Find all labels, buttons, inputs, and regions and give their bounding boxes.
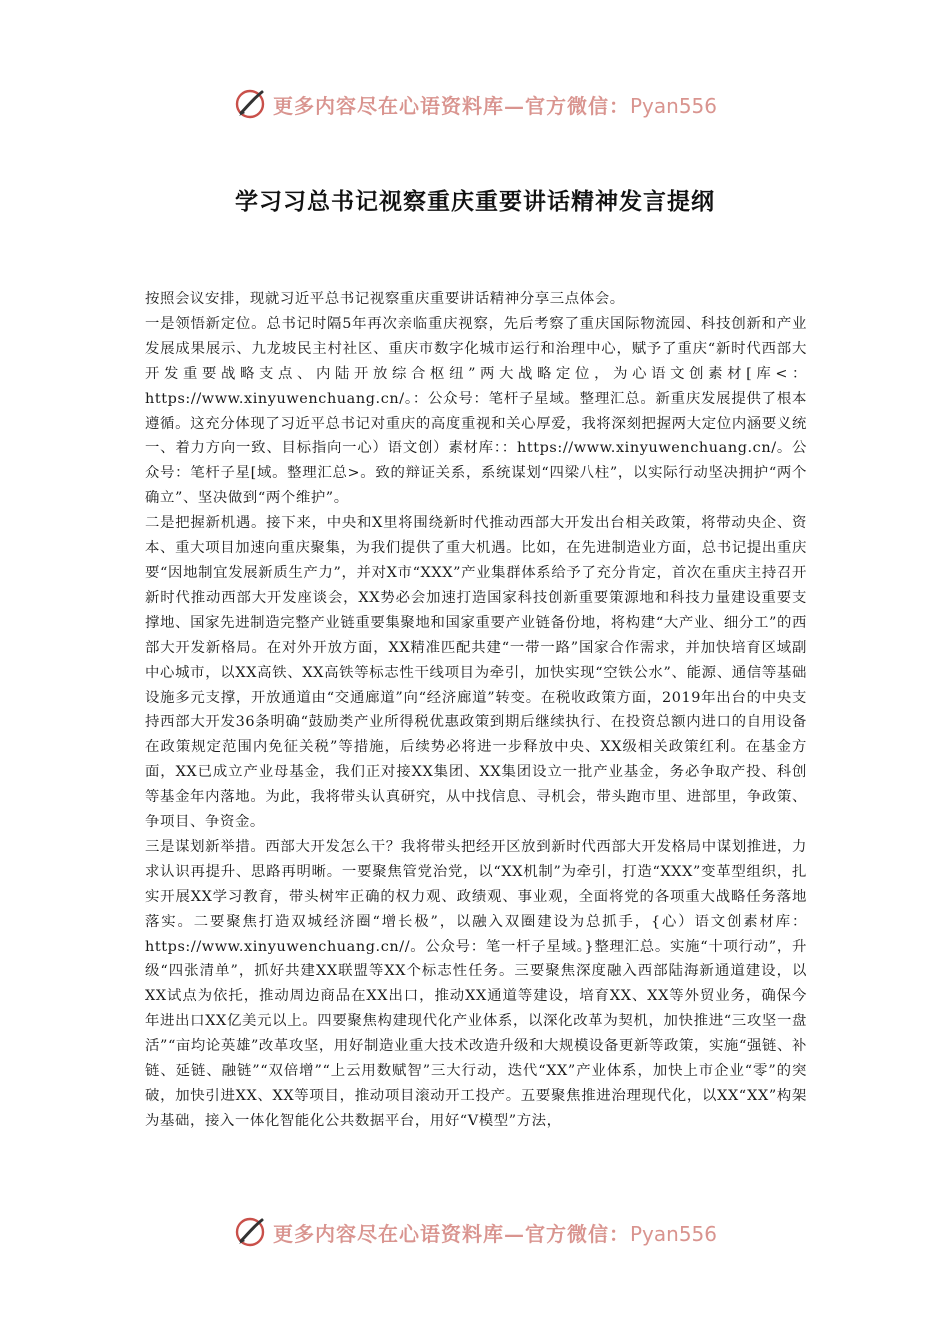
header-banner-handle: Pyan556 bbox=[629, 93, 717, 118]
footer-banner-text: 更多内容尽在心语资料库—官方微信： bbox=[272, 1221, 630, 1246]
document-title: 学习习总书记视察重庆重要讲话精神发言提纲 bbox=[235, 189, 715, 215]
paragraph-1: 一是领悟新定位。总书记时隔5年再次亲临重庆视察，先后考察了重庆国际物流园、科技创新和产业发展成果展示、九龙坡民主村社区、重庆市数字化城市运行和治理中心，赋予了重庆“新时代西部大开发重要战略支点、内陆开放综合枢纽”两大战略定位，为心语文创素材[库<：https://www.xinyuwenchuang.cn/。：公众号：笔杆子星域。整理汇总。新重庆发展提供了根本遵循。这充分体现了习近平总书记对重庆的高度重视和关心厚爱，我将深刻把握两大定位内涵要义统一、着力方向一致、目标指向一心）语文创）素材库：：https://www.xinyuwenchuang.cn/。公众号：笔杆子星[域。整理汇总>。致的辩证关系，系统谋划“四梁八柱”，以实际行动坚决拥护“两个确立”、坚决做到“两个维护”。 bbox=[145, 315, 807, 507]
footer-banner-handle: Pyan556 bbox=[629, 1221, 717, 1246]
paragraph-intro: 按照会议安排，现就习近平总书记视察重庆重要讲话精神分享三点体会。 bbox=[145, 291, 625, 307]
header-watermark-banner bbox=[0, 84, 950, 124]
footer-watermark-banner bbox=[0, 1212, 950, 1252]
brush-logo-icon bbox=[233, 1215, 267, 1249]
paragraph-3: 三是谋划新举措。西部大开发怎么干？我将带头把经开区放到新时代西部大开发格局中谋划推进，力求认识再提升、思路再明晰。一要聚焦管党治党，以“XX机制”为牵引，打造“XXX”变革型组织，扎实开展XX学习教育，带头树牢正确的权力观、政绩观、事业观，全面将党的各项重大战略任务落地落实。二要聚焦打造双城经济圈“增长极”，以融入双圈建设为总抓手，{心）语文创素材库：https://www.xinyuwenchuang.cn//。公众号：笔一杆子星域。}整理汇总。实施“十项行动”，升级“四张清单”，抓好共建XX联盟等XX个标志性任务。三要聚焦深度融入西部陆海新通道建设，以XX试点为依托，推动周边商品在XX出口，推动XX通道等建设，培育XX、XX等外贸业务，确保今年进出口XX亿美元以上。四要聚焦构建现代化产业体系，以深化改革为契机，加快推进“三攻坚一盘活”“亩均论英雄”改革攻坚，用好制造业重大技术改造升级和大规模设备更新等政策，实施“强链、补链、延链、融链”“双倍增”“上云用数赋智”三大行动，迭代“XX”产业体系，加快上市企业“零”的突破，加快引进XX、XX等项目，推动项目滚动开工投产。五要聚焦推进治理现代化，以XX“XX”构架为基础，接入一体化智能化公共数据平台，用好“V模型”方法， bbox=[145, 838, 807, 1129]
paragraph-2: 二是把握新机遇。接下来，中央和X里将围绕新时代推动西部大开发出台相关政策，将带动央企、资本、重大项目加速向重庆聚集，为我们提供了重大机遇。比如，在先进制造业方面，总书记提出重庆要“因地制宜发展新质生产力”，并对X市“XXX”产业集群体系给予了充分肯定，首次在重庆主持召开新时代推动西部大开发座谈会，XX势必会加速打造国家科技创新重要策源地和科技力量建设重要支撑地、国家先进制造完整产业链重要集聚地和国家重要产业链备份地，将构建“大产业、细分工”的西部大开发新格局。在对外开放方面，XX精准匹配共建“一带一路”国家合作需求，并加快培育区域副中心城市，以XX高铁、XX高铁等标志性干线项目为牵引，加快实现“空铁公水”、能源、通信等基础设施多元支撑，开放通道由“交通廊道”向“经济廊道”转变。在税收政策方面，2019年出台的中央支持西部大开发36条明确“鼓励类产业所得税优惠政策到期后继续执行、在投资总额内进口的自用设备在政策规定范围内免征关税”等措施，后续势必将进一步释放中央、XX级相关政策红利。在基金方面，XX已成立产业母基金，我们正对接XX集团、XX集团设立一批产业基金，务必争取产投、科创等基金年内落地。为此，我将带头认真研究，从中找信息、寻机会，带头跑市里、进部里，争政策、争项目、争资金。 bbox=[145, 515, 807, 831]
header-banner-text: 更多内容尽在心语资料库—官方微信： bbox=[272, 93, 630, 118]
brush-logo-icon bbox=[233, 87, 267, 121]
document-body bbox=[145, 287, 807, 1134]
